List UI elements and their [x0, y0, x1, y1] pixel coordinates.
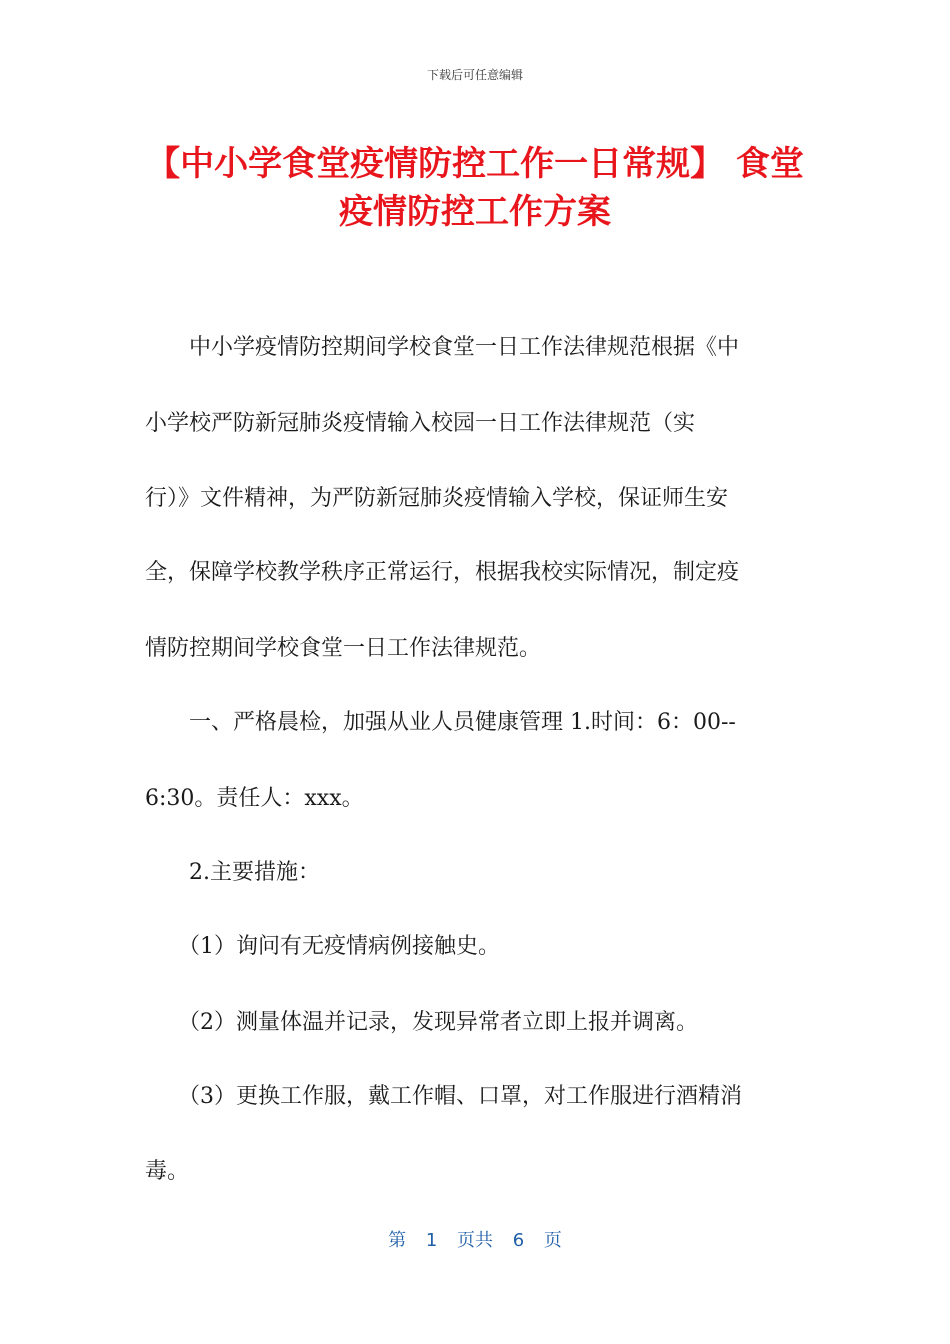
page-number: 第 1 页共 6 页 [388, 1230, 562, 1251]
body-line-10: （2）测量体温并记录，发现异常者立即上报并调离。 [145, 1010, 698, 1035]
header-note: 下载后可任意编辑 [426, 68, 523, 82]
body-line-5: 情防控期间学校食堂一日工作法律规范。 [145, 636, 542, 661]
title-line-1: 【中小学食堂疫情防控工作一日常规】 食堂 [146, 144, 804, 184]
body-line-9: （1）询问有无疫情病例接触史。 [145, 934, 500, 959]
body-line-1: 中小学疫情防控期间学校食堂一日工作法律规范根据《中 [145, 335, 740, 360]
document-title [120, 140, 830, 236]
title-line-2: 疫情防控工作方案 [339, 192, 611, 232]
body-line-7: 6:30。责任人：xxx。 [145, 786, 364, 811]
body-line-6: 一、严格晨检，加强从业人员健康管理 1.时间：6：00-- [145, 710, 736, 735]
body-line-11: （3）更换工作服，戴工作帽、口罩，对工作服进行酒精消 [145, 1084, 742, 1109]
body-line-3: 行）》文件精神，为严防新冠肺炎疫情输入学校，保证师生安 [145, 486, 729, 511]
body-line-8: 2.主要措施： [145, 860, 320, 885]
body-line-4: 全，保障学校教学秩序正常运行，根据我校实际情况，制定疫 [145, 560, 740, 585]
body-line-2: 小学校严防新冠肺炎疫情输入校园一日工作法律规范（实 [145, 411, 696, 436]
body-line-12: 毒。 [145, 1159, 190, 1184]
